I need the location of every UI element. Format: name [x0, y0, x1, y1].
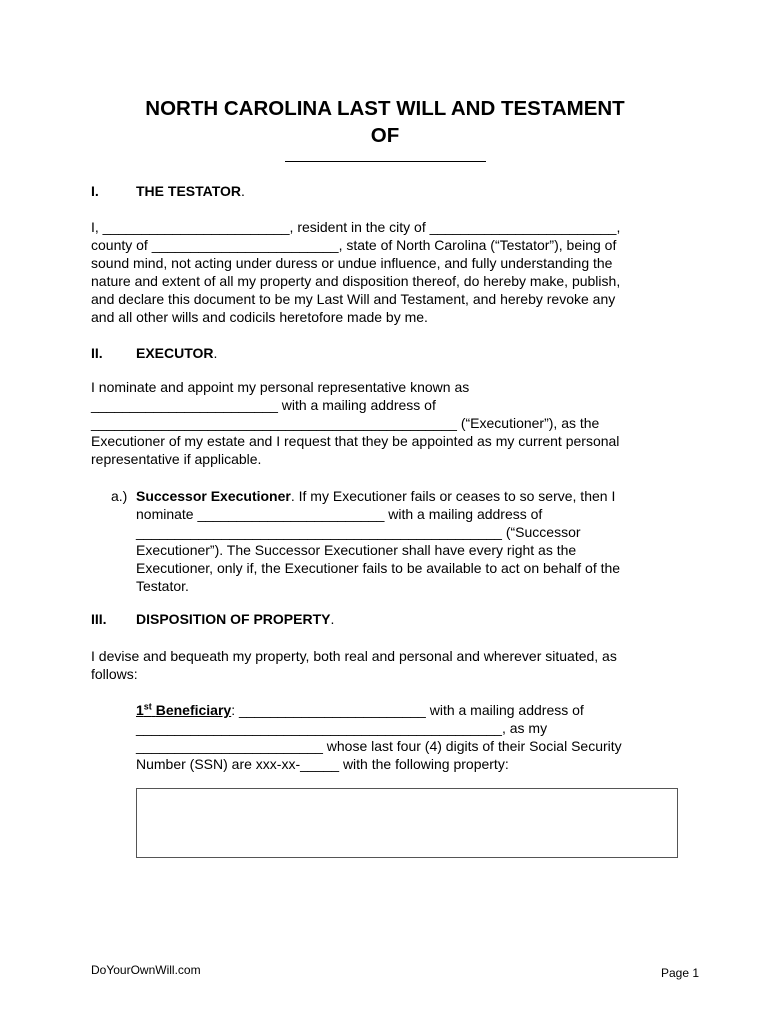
paragraph-line: follows:: [91, 666, 138, 682]
paragraph-line: _______________________________________________, as my: [136, 720, 548, 736]
paragraph-line: nominate ________________________ with a mailing address of: [136, 506, 543, 522]
beneficiary-ordinal-suffix: st: [143, 701, 152, 712]
paragraph-line: I, ________________________, resident in the city of ________________________,: [91, 219, 621, 235]
testator-name-blank[interactable]: [285, 161, 486, 162]
beneficiary-title: [136, 702, 231, 718]
section-executor-heading: II. EXECUTOR.: [91, 345, 218, 361]
beneficiary-line-rest: : ________________________ with a mailing address of: [231, 702, 584, 718]
successor-paragraph: [136, 487, 620, 595]
paragraph-line: nature and extent of all my property and disposition thereof, do hereby make, publish,: [91, 273, 621, 289]
section-number: III.: [91, 611, 107, 627]
page-number: Page 1: [661, 966, 700, 980]
paragraph-line: Executioner of my estate and I request that they be appointed as my current personal: [91, 433, 620, 449]
beneficiary-property-field[interactable]: [136, 788, 678, 858]
section-title: EXECUTOR: [136, 345, 214, 361]
paragraph-line: ________________________ with a mailing address of: [91, 397, 436, 413]
document-title: NORTH CAROLINA LAST WILL AND TESTAMENT: [145, 97, 625, 120]
section-disposition-heading: III. DISPOSITION OF PROPERTY.: [91, 611, 335, 627]
successor-list-marker: a.): [111, 488, 128, 504]
section-number: II.: [91, 345, 103, 361]
paragraph-line: [136, 701, 622, 719]
paragraph-line: and declare this document to be my Last Will and Testament, and hereby revoke any: [91, 291, 616, 307]
paragraph-line: sound mind, not acting under duress or undue influence, and fully understanding the: [91, 255, 613, 271]
paragraph-line: Testator.: [136, 578, 189, 594]
section-number: I.: [91, 183, 99, 199]
paragraph-line: Executioner”). The Successor Executioner shall have every right as the: [136, 542, 577, 558]
beneficiary-paragraph: [136, 701, 622, 773]
beneficiary-label: Beneficiary: [155, 702, 232, 718]
document-title-of: OF: [370, 124, 400, 147]
paragraph-line: _______________________________________________ (“Executioner”), as the: [91, 415, 600, 431]
footer-site: DoYourOwnWill.com: [91, 963, 201, 977]
testator-paragraph: [91, 218, 620, 326]
section-testator-heading: I. THE TESTATOR.: [91, 183, 245, 199]
beneficiary-ordinal: 1: [136, 702, 144, 718]
paragraph-line: [136, 487, 620, 505]
successor-title: Successor Executioner: [136, 488, 291, 504]
paragraph-line: I devise and bequeath my property, both real and personal and wherever situated, as: [91, 648, 617, 664]
disposition-paragraph: [91, 647, 617, 683]
paragraph-line: I nominate and appoint my personal representative known as: [91, 379, 470, 395]
section-title: DISPOSITION OF PROPERTY: [136, 611, 331, 627]
paragraph-line: Number (SSN) are xxx-xx-_____ with the following property:: [136, 756, 509, 772]
paragraph-line: _______________________________________________ (“Successor: [136, 524, 581, 540]
paragraph-line: ________________________ whose last four (4) digits of their Social Security: [136, 738, 622, 754]
section-title: THE TESTATOR: [136, 183, 241, 199]
paragraph-line: Executioner, only if, the Executioner fails to be available to act on behalf of the: [136, 560, 621, 576]
paragraph-line: and all other wills and codicils heretofore made by me.: [91, 309, 428, 325]
paragraph-line: county of ________________________, state of North Carolina (“Testator”), being of: [91, 237, 617, 253]
successor-line-rest: . If my Executioner fails or ceases to so serve, then I: [290, 488, 616, 504]
executor-paragraph: [91, 378, 619, 468]
paragraph-line: representative if applicable.: [91, 451, 262, 467]
